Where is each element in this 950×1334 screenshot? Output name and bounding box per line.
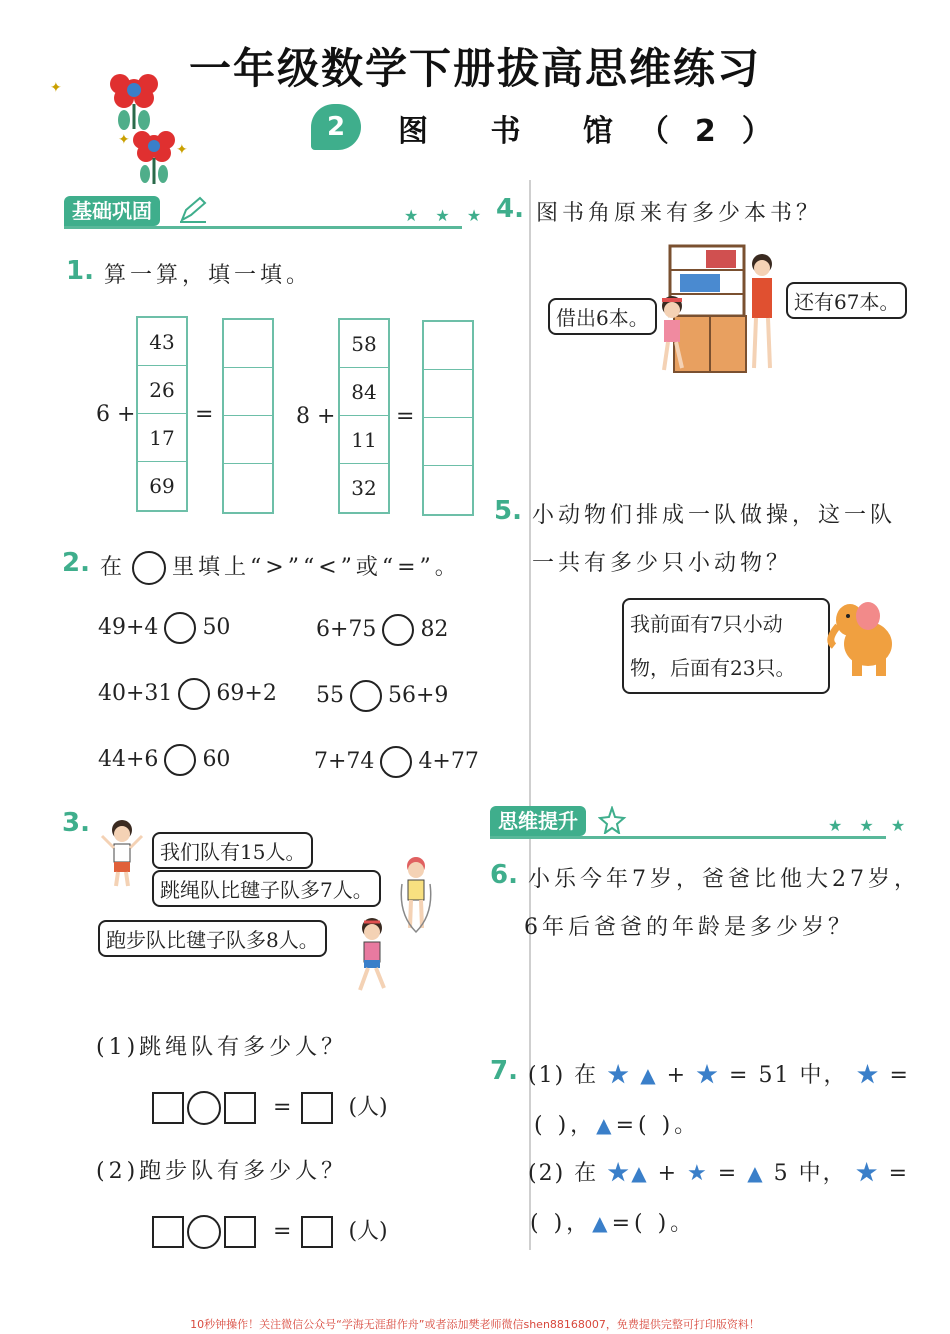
difficulty-stars: ★ ★ ★ — [828, 816, 912, 835]
q5-number: 5. — [494, 496, 522, 526]
star-icon: ★ — [856, 1063, 881, 1088]
q2-compare-circle[interactable] — [164, 612, 196, 644]
q2-row2-a — [98, 678, 277, 710]
q2-text-before: 在 — [100, 555, 127, 580]
q2-number: 2. — [62, 548, 90, 578]
answer-box[interactable] — [152, 1092, 184, 1124]
q2-row3-a — [98, 744, 230, 776]
q1-right-prefix: 8 + — [296, 404, 336, 429]
star-icon: ★ — [607, 1161, 632, 1186]
q7-answer-blank[interactable]: =( )。 — [611, 1211, 697, 1236]
q1-right-value: 84 — [340, 368, 388, 416]
q7-text: + — [657, 1161, 679, 1186]
q7-part2-line1 — [528, 1156, 909, 1187]
equals-sign: = — [273, 1219, 292, 1244]
q6-text-line2: 6年后爸爸的年龄是多少岁？ — [524, 915, 854, 940]
q6-number: 6. — [490, 860, 518, 890]
q1-number: 1. — [66, 256, 94, 286]
q2-instruction — [100, 550, 461, 585]
q1-left-value: 69 — [149, 474, 175, 498]
star-icon: ★ — [855, 1161, 880, 1186]
q1-right-answer-column[interactable] — [422, 320, 474, 516]
section-basic-underline — [64, 226, 462, 229]
q1-right-value: 58 — [340, 320, 388, 368]
boy-with-shuttlecock-icon — [96, 816, 148, 888]
girl-with-rope-icon — [396, 854, 436, 934]
q5-bubble-line1: 我前面有7只小动 — [630, 612, 783, 636]
unit-label: (人) — [348, 1095, 388, 1120]
q1-left-prefix: 6 + — [96, 402, 136, 427]
answer-box[interactable] — [152, 1216, 184, 1248]
column-divider — [529, 180, 531, 1250]
svg-text:✦: ✦ — [118, 132, 130, 148]
answer-box[interactable] — [301, 1092, 333, 1124]
q2-compare-circle[interactable] — [164, 744, 196, 776]
q3-bubble-rope-team: 跳绳队比毽子队多7人。 — [152, 870, 381, 907]
operator-circle[interactable] — [187, 1091, 221, 1125]
star-icon: ★ — [696, 1063, 721, 1088]
q2-text-after: 里填上“>”“<”或“=”。 — [172, 555, 461, 580]
star-icon: ★ — [687, 1161, 709, 1186]
unit-label: (人) — [348, 1219, 388, 1244]
triangle-icon: ▲ — [747, 1161, 765, 1185]
q4-bubble-lent: 借出6本。 — [548, 298, 657, 335]
q7-text: = — [717, 1161, 739, 1186]
q2-row1-a — [98, 612, 230, 644]
star-icon: ★ — [607, 1063, 632, 1088]
difficulty-stars: ★ ★ ★ — [404, 206, 488, 225]
girl-reader-icon — [650, 292, 700, 374]
answer-box[interactable] — [301, 1216, 333, 1248]
q2-right-operand: 56+9 — [388, 683, 449, 708]
section-advanced-underline — [490, 836, 886, 839]
q3-number: 3. — [62, 808, 90, 838]
q3-bubble-running-team: 跑步队比毽子队多8人。 — [98, 920, 327, 957]
flower-decoration-icon — [44, 64, 204, 194]
q1-left-value: 26 — [138, 366, 186, 414]
q5-text-line1: 小动物们排成一队做操，这一队 — [532, 503, 897, 528]
q1-left-values-column — [136, 316, 188, 512]
q7-text: (2) 在 — [528, 1161, 599, 1186]
q1-right-equals: = — [396, 404, 415, 429]
q7-text: = — [888, 1161, 910, 1186]
q2-compare-circle[interactable] — [380, 746, 412, 778]
q2-compare-circle[interactable] — [350, 680, 382, 712]
q6-text-line1: 小乐今年7岁，爸爸比他大27岁， — [528, 867, 920, 892]
lesson-number-badge: 2 — [311, 104, 361, 150]
q2-left-operand: 6+75 — [316, 617, 377, 642]
q7-answer-blank[interactable]: ( )， — [534, 1113, 597, 1138]
q2-right-operand: 60 — [202, 747, 231, 772]
q2-left-operand: 55 — [316, 683, 344, 708]
svg-text:✦: ✦ — [176, 142, 188, 158]
q3-sub1-question: (1)跳绳队有多少人？ — [96, 1035, 348, 1060]
triangle-icon: ▲ — [640, 1063, 658, 1087]
q2-left-operand: 44+6 — [98, 747, 159, 772]
q2-right-operand: 69+2 — [216, 681, 277, 706]
q3-sub2-question: (2)跑步队有多少人？ — [96, 1159, 348, 1184]
triangle-icon: ▲ — [596, 1113, 616, 1137]
q1-left-answer-box[interactable] — [224, 464, 272, 512]
q7-text: + — [666, 1063, 688, 1088]
q2-compare-circle[interactable] — [178, 678, 210, 710]
section-basic-label: 基础巩固 — [64, 196, 160, 226]
q1-right-value: 32 — [351, 476, 377, 500]
equals-sign: = — [273, 1095, 292, 1120]
answer-box[interactable] — [224, 1216, 256, 1248]
q2-left-operand: 40+31 — [98, 681, 173, 706]
lesson-name: 图 书 馆（2） — [398, 114, 798, 149]
operator-circle[interactable] — [187, 1215, 221, 1249]
q1-right-answer-box[interactable] — [424, 322, 472, 370]
q1-right-answer-box[interactable] — [424, 466, 472, 514]
q1-right-answer-box[interactable] — [424, 418, 472, 466]
q1-text: 算一算，填一填。 — [104, 263, 313, 288]
q7-answer-blank[interactable]: =( )。 — [615, 1113, 701, 1138]
q7-text: = 51 中， — [729, 1063, 848, 1088]
girl-running-icon — [350, 916, 394, 996]
q5-bubble-line2: 物，后面有23只。 — [630, 656, 796, 680]
q1-left-answer-box[interactable] — [224, 368, 272, 416]
footer-notice: 10秒钟操作！关注微信公众号“学海无涯甜作舟”或者添加樊老师微信shen88168007，免费提供完整可打印版资料！ — [190, 1318, 760, 1331]
q4-text: 图书角原来有多少本书？ — [536, 201, 823, 226]
q7-answer-blank[interactable]: ( )， — [530, 1211, 593, 1236]
triangle-icon: ▲ — [631, 1161, 649, 1185]
q5-bubble — [622, 598, 830, 694]
q1-left-equals: = — [195, 402, 214, 427]
q3-sub1-equation — [152, 1090, 388, 1125]
q1-left-answer-column[interactable] — [222, 318, 274, 514]
q2-right-operand: 50 — [202, 615, 231, 640]
q7-part1-line2 — [534, 1108, 700, 1139]
q7-part2-line2 — [530, 1206, 696, 1237]
q1-left-value: 43 — [138, 318, 186, 366]
q7-number: 7. — [490, 1056, 518, 1086]
q3-sub2-equation — [152, 1214, 388, 1249]
q1-right-values-column — [338, 318, 390, 514]
elephant-icon — [824, 596, 900, 680]
q3-bubble-team-size: 我们队有15人。 — [152, 832, 313, 869]
page-title: 一年级数学下册拔高思维练习 — [188, 44, 761, 93]
q7-text: (1) 在 — [528, 1063, 599, 1088]
q2-left-operand: 49+4 — [98, 615, 159, 640]
q1-left-answer-box[interactable] — [224, 416, 272, 464]
q5-text-line2: 一共有多少只小动物？ — [532, 551, 793, 576]
q7-text: = — [889, 1063, 910, 1088]
q1-right-answer-box[interactable] — [424, 370, 472, 418]
q1-left-value: 17 — [138, 414, 186, 462]
q1-right-value: 11 — [340, 416, 388, 464]
pencil-icon — [178, 196, 208, 224]
q2-left-operand: 7+74 — [314, 749, 375, 774]
q2-compare-circle[interactable] — [382, 614, 414, 646]
q2-right-operand: 82 — [420, 617, 449, 642]
q4-number: 4. — [496, 194, 524, 224]
q2-row3-b — [314, 746, 479, 778]
q2-row2-b — [316, 680, 448, 712]
q4-bubble-remaining: 还有67本。 — [786, 282, 907, 319]
section-advanced-label: 思维提升 — [490, 806, 586, 836]
q2-right-operand: 4+77 — [418, 749, 479, 774]
svg-text:✦: ✦ — [50, 80, 62, 96]
q2-circle-icon — [132, 551, 166, 585]
triangle-icon: ▲ — [592, 1211, 612, 1235]
q7-text: 5 中， — [773, 1161, 847, 1186]
q7-part1-line1 — [528, 1058, 910, 1089]
q2-row1-b — [316, 614, 448, 646]
sparkle-star-icon — [598, 806, 628, 834]
answer-box[interactable] — [224, 1092, 256, 1124]
q1-left-answer-box[interactable] — [224, 320, 272, 368]
